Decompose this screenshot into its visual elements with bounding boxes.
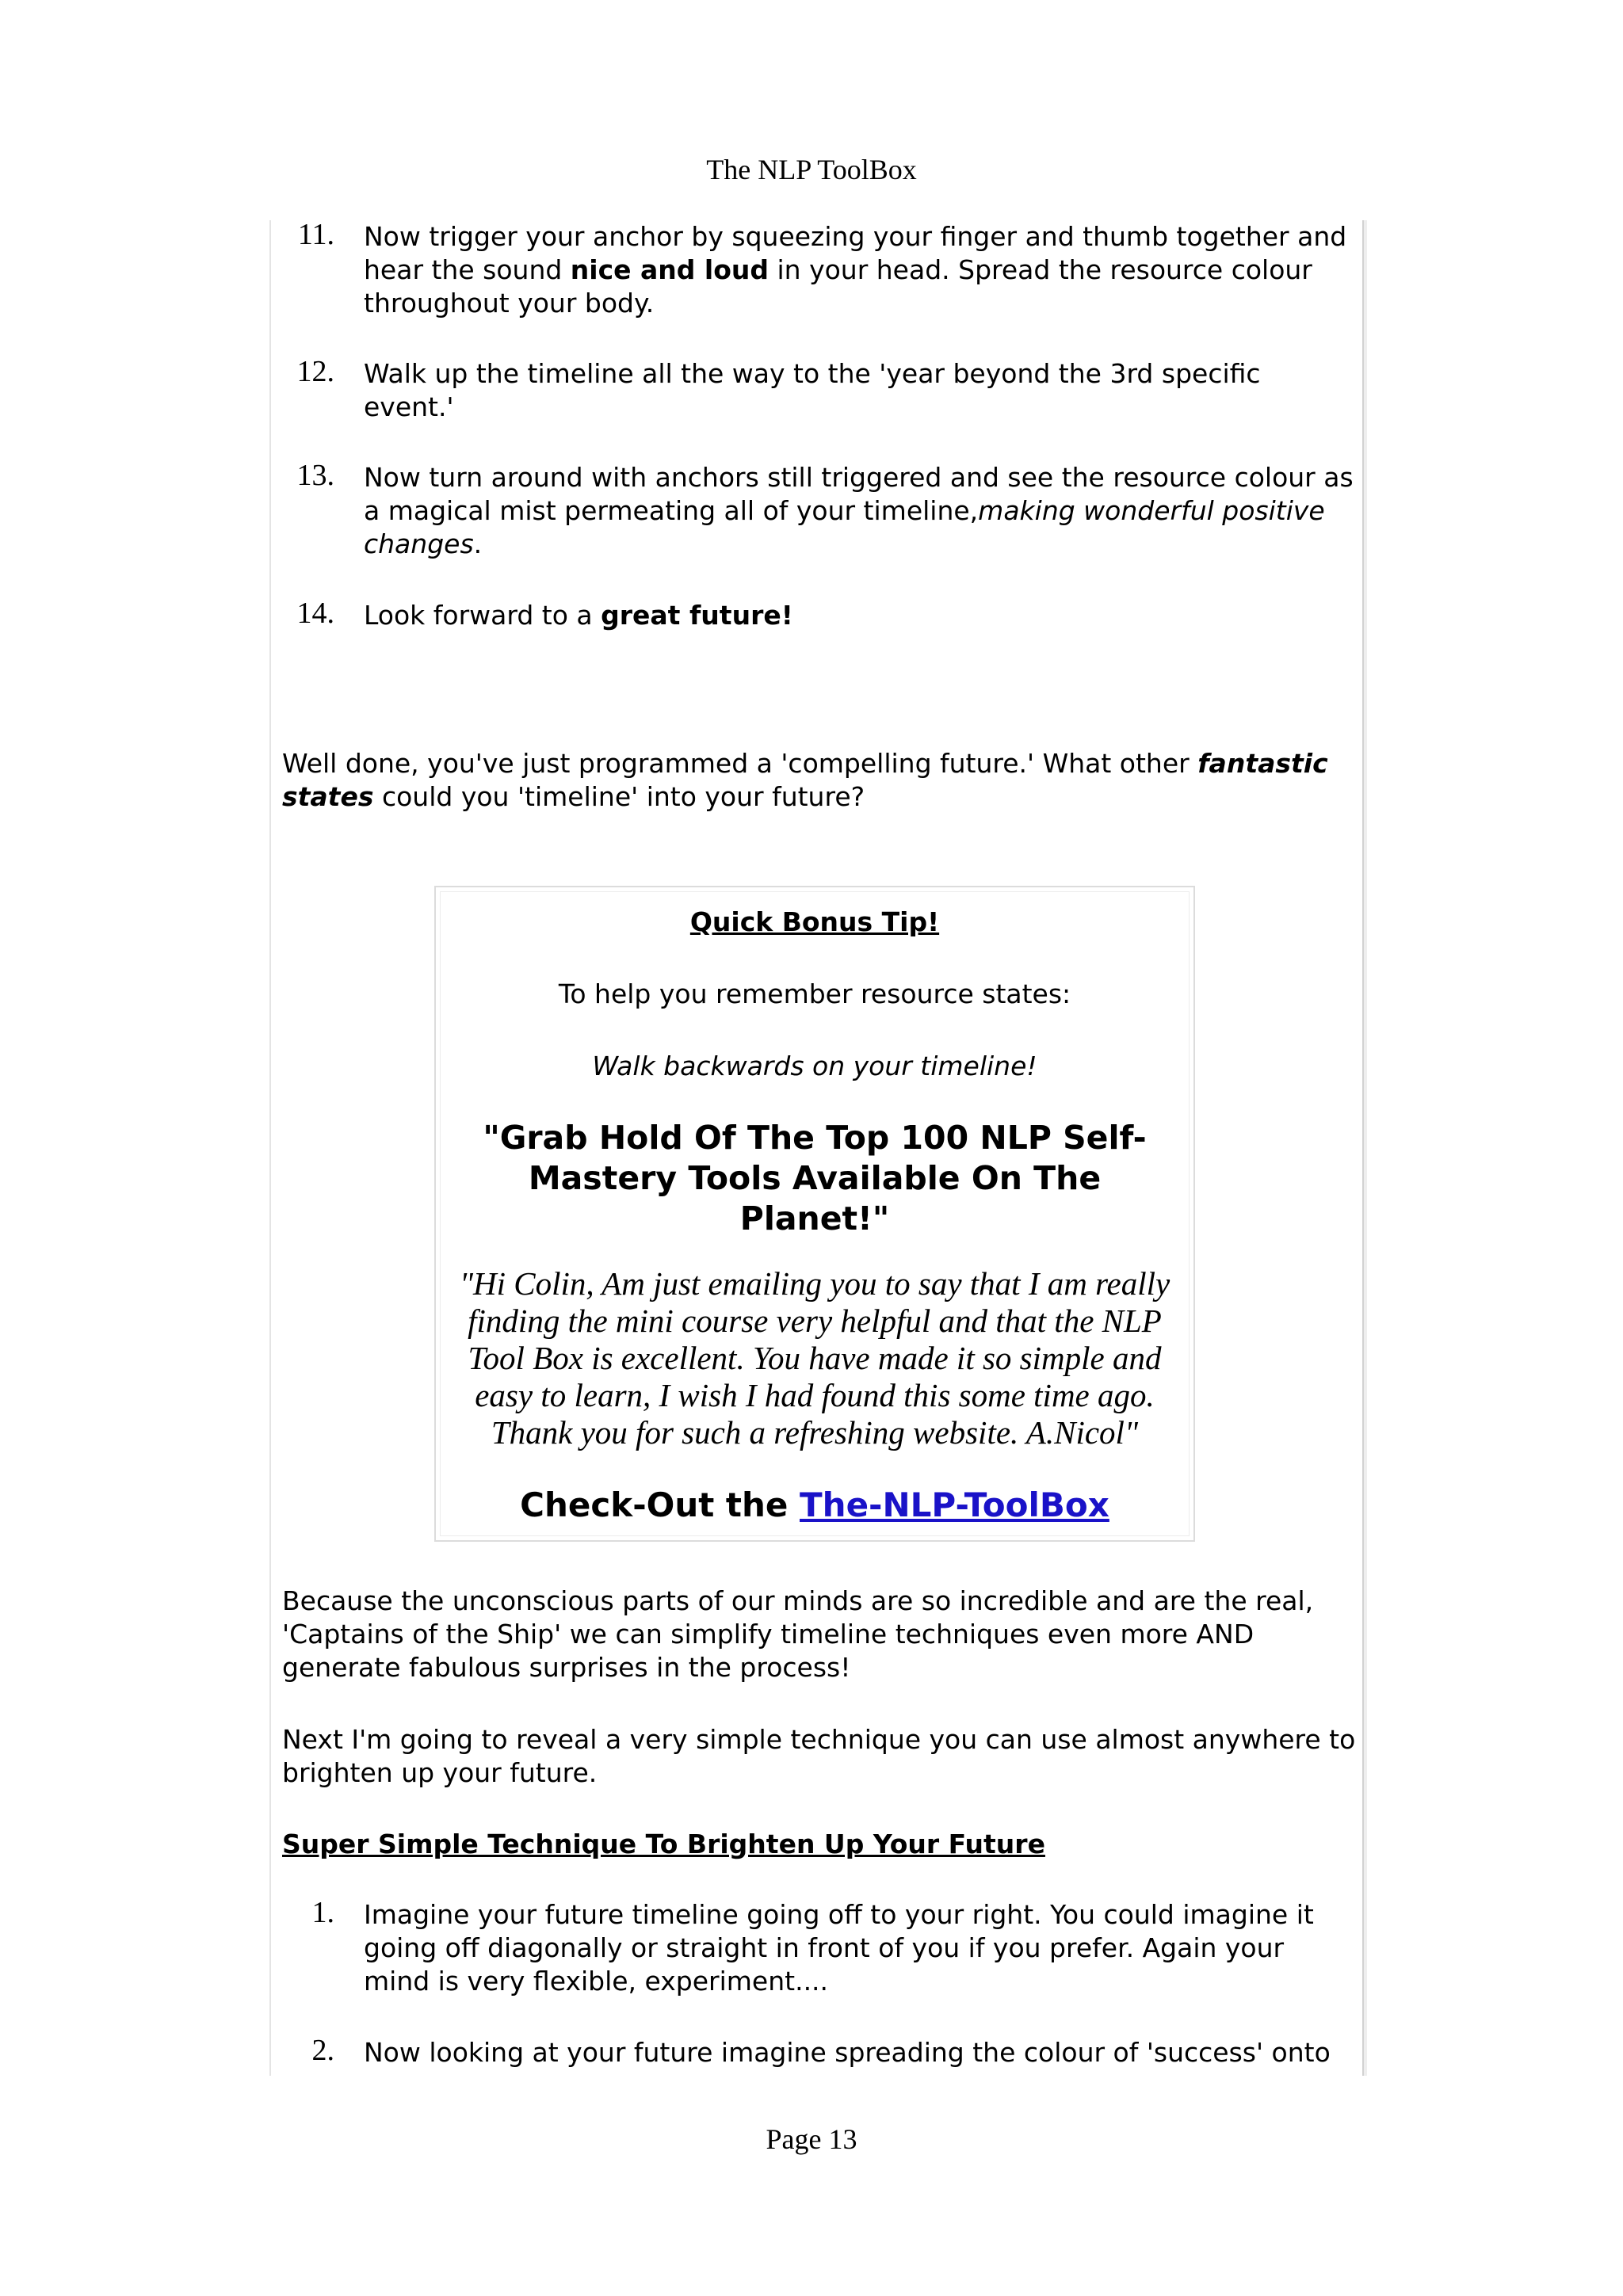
list-number: 1. bbox=[311, 1896, 334, 1929]
page-header: The NLP ToolBox bbox=[706, 154, 917, 185]
list-text: Walk up the timeline all the way to the 'year beyond the 3rd specific event.' bbox=[364, 358, 1261, 422]
list-number: 2. bbox=[311, 2034, 334, 2067]
list-number: 14. bbox=[296, 597, 334, 630]
list-text: Now trigger your anchor by squeezing your finger and thumb together and hear the sound nice and loud in your head. Spread the resource colour throughout your body. bbox=[364, 221, 1347, 318]
tip-line: To help you remember resource states: bbox=[558, 978, 1071, 1009]
promo-headline: "Grab Hold Of The Top 100 NLP Self-Mastery Tools Available On The Planet!" bbox=[483, 1119, 1147, 1238]
content-frame bbox=[269, 220, 1364, 2076]
tip-line-italic: Walk backwards on your timeline! bbox=[592, 1051, 1037, 1081]
list-text: Now turn around with anchors still triggered and see the resource colour as a magical mist permeating all of your timeline,making wonderful positive changes. bbox=[364, 462, 1354, 559]
tip-title: Quick Bonus Tip! bbox=[689, 906, 940, 937]
cta-line: Check-Out the The-NLP-ToolBox bbox=[520, 1486, 1109, 1524]
toolbox-link[interactable]: The-NLP-ToolBox bbox=[800, 1486, 1109, 1524]
list-number: 11. bbox=[297, 218, 334, 251]
page-footer: Page 13 bbox=[766, 2123, 857, 2155]
list-text: Imagine your future timeline going off to your right. You could imagine it going off diagonally or straight in front of you if you prefer. Again your mind is very flexible, experiment.... bbox=[364, 1899, 1314, 1997]
list-text: Look forward to a great future! bbox=[364, 600, 793, 631]
list-number: 12. bbox=[296, 355, 334, 388]
unconscious-paragraph: Because the unconscious parts of our minds are so incredible and are the real, 'Captains of the Ship' we can simplify timeline techniques even more AND generate fabulous surprises in the process! bbox=[282, 1585, 1314, 1683]
section-heading: Super Simple Technique To Brighten Up Your Future bbox=[282, 1829, 1045, 1859]
well-done-paragraph: Well done, you've just programmed a 'compelling future.' What other fantastic states could you 'timeline' into your future? bbox=[282, 748, 1328, 812]
next-paragraph: Next I'm going to reveal a very simple technique you can use almost anywhere to brighten up your future. bbox=[282, 1724, 1356, 1788]
list-number: 13. bbox=[296, 459, 334, 492]
testimonial-quote: "Hi Colin, Am just emailing you to say that I am really finding the mini course very helpful and that the NLP Tool Box is excellent. You have made it so simple and easy to learn, I wish I had found this some time ago. Thank you for such a refreshing website. A.Nicol" bbox=[459, 1265, 1170, 1451]
list-text: Now looking at your future imagine spreading the colour of 'success' onto bbox=[364, 2037, 1331, 2068]
bonus-tip-box bbox=[434, 886, 1195, 1542]
